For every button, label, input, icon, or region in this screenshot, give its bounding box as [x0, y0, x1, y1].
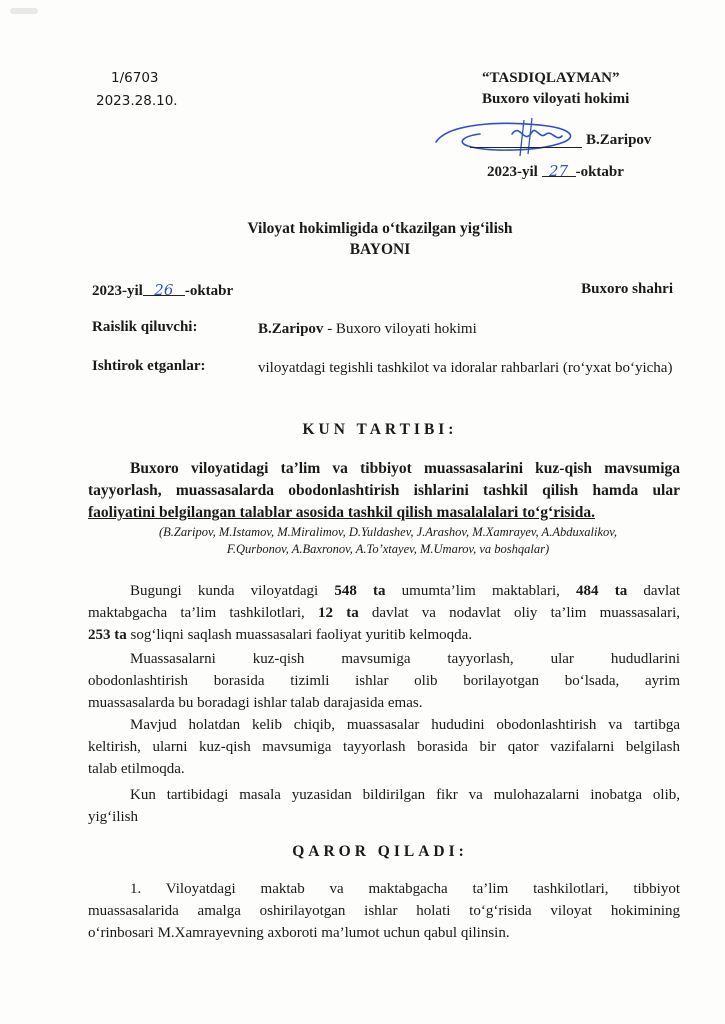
hokim-title: Buxoro viloyati hokimi — [482, 91, 630, 107]
paragraph-line: Kun tartibidagi masala yuzasidan bildirilgan fikr va mulohazalarni inobatga olib, — [130, 787, 680, 803]
agenda-line: Buxoro viloyatidagi ta’lim va tibbiyot muassasalarini kuz-qish mavsumiga — [130, 460, 680, 477]
paragraph-line: o‘rinbosari M.Xamrayevning axboroti ma’lumot uchun qabul qilinsin. — [88, 925, 510, 941]
paragraph-line: muassasalarida amalga oshirilayotgan ishlar holati to‘g‘risida viloyat hokimining — [88, 903, 680, 919]
paragraph-tasks — [88, 714, 680, 780]
meeting-date-day: 26 — [154, 281, 174, 299]
text-fragment: umumta’lim maktablari, — [385, 583, 577, 599]
count-preschools: 484 ta — [576, 583, 628, 599]
meeting-date — [92, 281, 233, 300]
paragraph-line — [88, 602, 680, 624]
chair-name: B.Zaripov — [258, 321, 324, 337]
paragraph-line: yig‘ilish — [88, 809, 139, 825]
signature-line — [470, 147, 582, 148]
paragraph-line: keltirish, ularni kuz-qish mavsumiga tayyorlash borasida bir qator vazifalarni belgilash — [88, 739, 680, 755]
participants-label: Ishtirok etganlar: — [92, 358, 206, 374]
approval-date-prefix: 2023-yil — [487, 164, 538, 180]
document-title: Viloyat hokimligida o‘tkazilgan yig‘ilish — [247, 220, 513, 237]
paragraph-conclusion — [88, 784, 680, 828]
registration-number: 1/6703 — [111, 70, 159, 86]
approval-date — [487, 162, 624, 181]
text-fragment: Bugungi kunda viloyatdagi — [130, 583, 335, 599]
approval-date-day-field — [542, 162, 576, 180]
count-schools: 548 ta — [334, 583, 386, 599]
chair-label: Raislik qiluvchi: — [92, 319, 198, 335]
agenda-participants-line: F.Qurbonov, A.Baxronov, A.To’xtayev, M.Umarov, va boshqalar) — [226, 542, 550, 556]
paragraph-line: obodonlashtirish borasida tizimli ishlar olib borilayotgan bo‘lsada, ayrim — [88, 673, 680, 689]
chair-value — [258, 319, 678, 340]
chair-role: - Buxoro viloyati hokimi — [323, 321, 477, 337]
decision-heading: QAROR QILADI: — [292, 843, 468, 860]
text-fragment: davlat — [627, 583, 681, 599]
agenda-line: tayyorlash, muassasalarda obodonlashtirish ishlarini tashkil qilish hamda ular — [88, 482, 680, 499]
scan-artifact — [10, 8, 38, 14]
paragraph-line — [88, 580, 680, 602]
count-health-facilities: 253 ta — [88, 627, 127, 643]
text-fragment: maktabgacha ta’lim tashkilotlari, — [88, 605, 318, 621]
signature-icon — [428, 112, 588, 162]
registration-date: 2023.28.10. — [96, 93, 178, 109]
approval-date-day: 27 — [549, 162, 569, 180]
meeting-city: Buxoro shahri — [581, 281, 673, 297]
decision-item-1 — [88, 878, 680, 944]
paragraph-line: Muassasalarni kuz-qish mavsumiga tayyorlash, ular hududlarini — [130, 651, 680, 667]
paragraph-line: 1. Viloyatdagi maktab va maktabgacha ta’lim tashkilotlari, tibbiyot — [130, 881, 680, 897]
paragraph-line: muassasalarda bu boradagi ishlar talab darajasida emas. — [88, 695, 423, 711]
count-universities: 12 ta — [318, 605, 359, 621]
paragraph-line: talab etilmoqda. — [88, 761, 185, 777]
agenda-participants — [92, 524, 684, 558]
paragraph-line: Mavjud holatdan kelib chiqib, muassasalar hududini obodonlashtirish va tartibga — [130, 717, 680, 733]
meeting-date-day-field — [143, 281, 185, 299]
paragraph-preparation — [88, 648, 680, 714]
text-fragment: davlat va nodavlat oliy ta’lim muassasalari, — [358, 605, 681, 621]
agenda-participants-line: (B.Zaripov, M.Istamov, M.Miralimov, D.Yuldashev, J.Arashov, M.Xamrayev, A.Abduxalikov, — [158, 525, 617, 539]
approval-heading: “TASDIQLAYMAN” — [482, 70, 620, 86]
agenda-heading: KUN TARTIBI: — [302, 421, 458, 438]
signatory-name: B.Zaripov — [586, 132, 652, 148]
document-subtitle: BAYONI — [349, 241, 411, 258]
approval-date-suffix: -oktabr — [575, 164, 624, 180]
agenda-line: faoliyatini belgilangan talablar asosida tashkil qilish masalalalari to‘g‘risida. — [88, 504, 595, 521]
paragraph-statistics — [88, 580, 680, 646]
agenda-text — [88, 458, 680, 524]
text-fragment: sog‘liqni saqlash muassasalari faoliyat yuritib kelmoqda. — [126, 627, 473, 643]
paragraph-line — [88, 624, 680, 646]
meeting-date-suffix: -oktabr — [184, 283, 234, 299]
participants-value: viloyatdagi tegishli tashkilot va idoralar rahbarlari (ro‘yxat bo‘yicha) — [258, 360, 673, 376]
meeting-date-prefix: 2023-yil — [92, 283, 143, 299]
